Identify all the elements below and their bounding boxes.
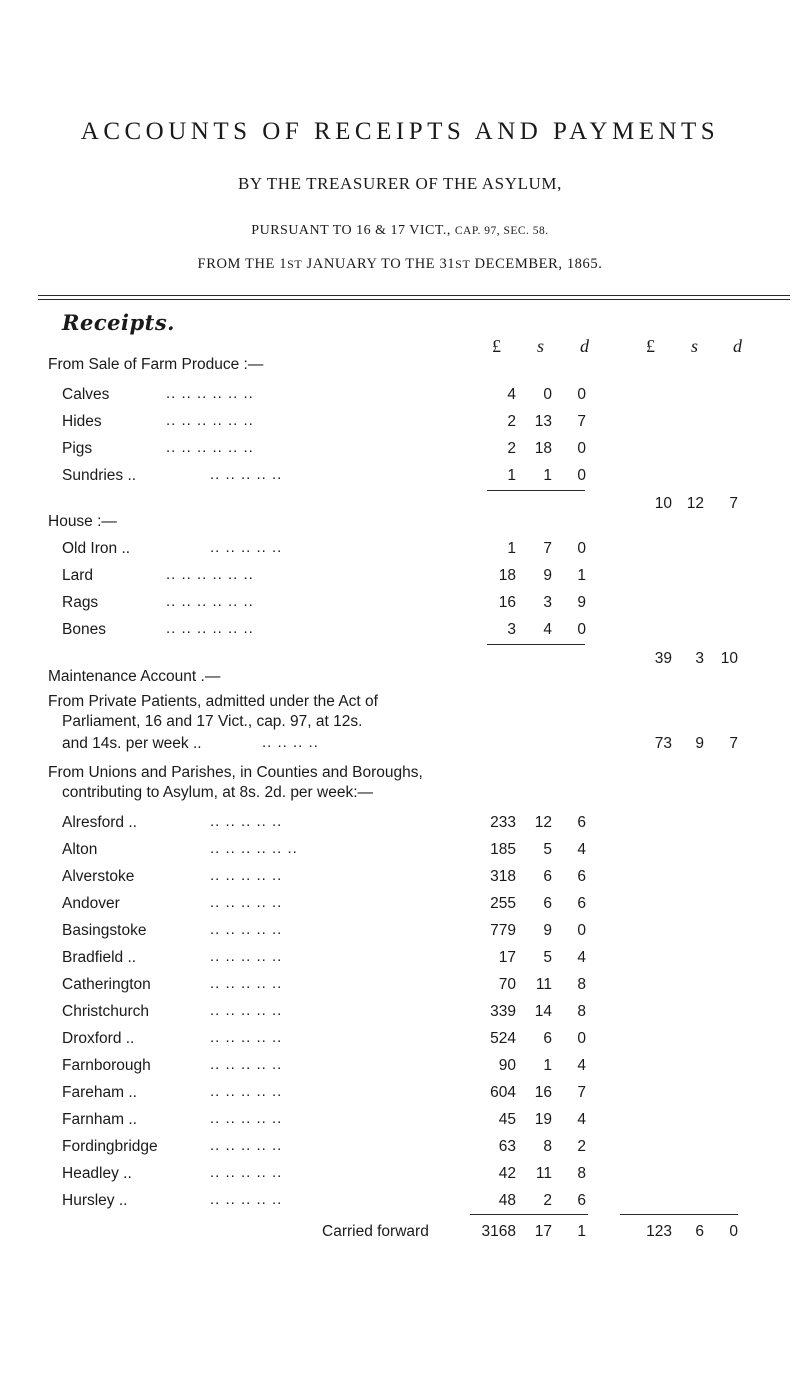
leader-dots: .. .. .. .. .. bbox=[210, 921, 283, 938]
amount-pounds: 524 bbox=[490, 1030, 516, 1047]
amount-pence: 6 bbox=[577, 1192, 586, 1209]
amount-pence: 8 bbox=[577, 1165, 586, 1182]
amount-pence: 0 bbox=[577, 922, 586, 939]
row-label: Fareham .. bbox=[62, 1084, 137, 1101]
private-patients-pence: 7 bbox=[729, 735, 738, 752]
amount-shillings: 6 bbox=[543, 1030, 552, 1047]
row-label: Sundries .. bbox=[62, 467, 137, 484]
farm-produce-heading: From Sale of Farm Produce :— bbox=[48, 356, 264, 373]
row-label: Pigs bbox=[62, 440, 93, 457]
carried-forward-rule-col2 bbox=[620, 1214, 738, 1215]
leader-dots: .. .. .. .. .. bbox=[210, 1056, 283, 1073]
row-label: Fordingbridge bbox=[62, 1138, 158, 1155]
row-label: Alresford .. bbox=[62, 814, 137, 831]
leader-dots: .. .. .. .. .. bbox=[210, 1110, 283, 1127]
amount-shillings: 1 bbox=[543, 1057, 552, 1074]
amount-pounds: 45 bbox=[498, 1111, 516, 1128]
header-rule-bottom bbox=[38, 299, 790, 300]
amount-shillings: 1 bbox=[543, 467, 552, 484]
carried-forward-col2-shillings: 6 bbox=[695, 1223, 704, 1240]
amount-pounds: 339 bbox=[490, 1003, 516, 1020]
col1-shilling-header: s bbox=[537, 336, 545, 356]
amount-pence: 2 bbox=[577, 1138, 586, 1155]
amount-shillings: 0 bbox=[543, 386, 552, 403]
col2-shilling-header: s bbox=[691, 336, 699, 356]
row-label: Droxford .. bbox=[62, 1030, 135, 1047]
document-subtitle: BY THE TREASURER OF THE ASYLUM, bbox=[237, 174, 562, 193]
amount-pence: 6 bbox=[577, 868, 586, 885]
amount-pounds: 70 bbox=[498, 976, 516, 993]
amount-pounds: 233 bbox=[490, 814, 516, 831]
statute-section: CAP. 97, SEC. 58. bbox=[454, 225, 549, 237]
leader-dots: .. .. .. .. .. bbox=[210, 813, 283, 830]
private-patients-line2: Parliament, 16 and 17 Vict., cap. 97, at 12s. bbox=[62, 713, 363, 730]
amount-pence: 4 bbox=[577, 949, 586, 966]
amount-shillings: 4 bbox=[543, 621, 552, 638]
amount-pence: 8 bbox=[577, 976, 586, 993]
statute-prefix: PURSUANT TO 16 & 17 VICT., bbox=[251, 223, 455, 238]
amount-pounds: 17 bbox=[498, 949, 516, 966]
private-patients-line1: From Private Patients, admitted under the Act of bbox=[48, 693, 378, 710]
row-label: Basingstoke bbox=[62, 922, 147, 939]
unions-line1: From Unions and Parishes, in Counties and Boroughs, bbox=[48, 764, 423, 781]
row-label: Catherington bbox=[62, 976, 151, 993]
amount-shillings: 16 bbox=[534, 1084, 552, 1101]
amount-shillings: 6 bbox=[543, 868, 552, 885]
leader-dots: .. .. .. .. .. bbox=[210, 539, 283, 556]
leader-dots: .. .. .. .. .. .. bbox=[166, 593, 254, 610]
amount-shillings: 3 bbox=[543, 594, 552, 611]
amount-shillings: 5 bbox=[543, 841, 552, 858]
house-total-pence: 10 bbox=[720, 650, 738, 667]
amount-pence: 7 bbox=[577, 413, 586, 430]
leader-dots: .. .. .. .. .. bbox=[210, 1137, 283, 1154]
leader-dots: .. .. .. .. .. bbox=[210, 975, 283, 992]
row-label: Christchurch bbox=[62, 1003, 149, 1020]
row-label: Headley .. bbox=[62, 1165, 132, 1182]
amount-pounds: 604 bbox=[490, 1084, 516, 1101]
amount-shillings: 8 bbox=[543, 1138, 552, 1155]
amount-pence: 0 bbox=[577, 440, 586, 457]
amount-pence: 4 bbox=[577, 841, 586, 858]
amount-pounds: 90 bbox=[498, 1057, 516, 1074]
amount-pounds: 16 bbox=[498, 594, 516, 611]
period-st1: ST bbox=[287, 257, 303, 271]
amount-pence: 4 bbox=[577, 1057, 586, 1074]
leader-dots: .. .. .. .. .. .. bbox=[166, 439, 254, 456]
row-label: Alton bbox=[62, 841, 98, 858]
amount-pence: 0 bbox=[577, 621, 586, 638]
amount-shillings: 9 bbox=[543, 922, 552, 939]
amount-pence: 8 bbox=[577, 1003, 586, 1020]
amount-pence: 0 bbox=[577, 1030, 586, 1047]
amount-pounds: 3 bbox=[507, 621, 516, 638]
amount-shillings: 5 bbox=[543, 949, 552, 966]
amount-pence: 0 bbox=[577, 467, 586, 484]
amount-pounds: 185 bbox=[490, 841, 516, 858]
farm-total-pounds: 10 bbox=[654, 495, 672, 512]
header-rule-top bbox=[38, 295, 790, 296]
row-label: Alverstoke bbox=[62, 868, 135, 885]
col1-pound-header: £ bbox=[492, 336, 501, 356]
amount-pounds: 318 bbox=[490, 868, 516, 885]
amount-pence: 4 bbox=[577, 1111, 586, 1128]
row-label: Calves bbox=[62, 386, 110, 403]
private-patients-line3: and 14s. per week .. bbox=[62, 735, 202, 752]
amount-pence: 1 bbox=[577, 567, 586, 584]
amount-shillings: 14 bbox=[534, 1003, 552, 1020]
carried-forward-col2-pounds: 123 bbox=[646, 1223, 672, 1240]
leader-dots: .. .. .. .. .. .. bbox=[210, 840, 298, 857]
amount-pounds: 18 bbox=[498, 567, 516, 584]
period-part1: FROM THE 1 bbox=[197, 256, 288, 272]
row-label: Andover bbox=[62, 895, 120, 912]
amount-pounds: 2 bbox=[507, 413, 516, 430]
amount-shillings: 18 bbox=[534, 440, 552, 457]
document-title: ACCOUNTS OF RECEIPTS AND PAYMENTS bbox=[80, 118, 720, 145]
row-label: Hursley .. bbox=[62, 1192, 128, 1209]
leader-dots: .. .. .. .. .. bbox=[210, 894, 283, 911]
amount-shillings: 11 bbox=[535, 1165, 552, 1182]
leader-dots: .. .. .. .. .. bbox=[210, 948, 283, 965]
amount-pence: 7 bbox=[577, 1084, 586, 1101]
house-total-shillings: 3 bbox=[695, 650, 704, 667]
amount-pounds: 63 bbox=[498, 1138, 516, 1155]
leader-dots: .. .. .. .. .. bbox=[210, 1083, 283, 1100]
amount-shillings: 6 bbox=[543, 895, 552, 912]
maintenance-heading: Maintenance Account .— bbox=[48, 668, 221, 685]
amount-pounds: 2 bbox=[507, 440, 516, 457]
amount-shillings: 7 bbox=[543, 540, 552, 557]
row-label: Bones bbox=[62, 621, 106, 638]
amount-shillings: 13 bbox=[534, 413, 552, 430]
statute-reference bbox=[0, 223, 800, 239]
leader-dots: .. .. .. .. .. .. bbox=[166, 620, 254, 637]
row-label: Rags bbox=[62, 594, 99, 611]
amount-pounds: 42 bbox=[498, 1165, 516, 1182]
amount-pounds: 48 bbox=[498, 1192, 516, 1209]
carried-forward-col2-pence: 0 bbox=[729, 1223, 738, 1240]
period-part2: JANUARY TO THE 31 bbox=[302, 256, 456, 272]
amount-shillings: 2 bbox=[543, 1192, 552, 1209]
amount-pounds: 1 bbox=[507, 540, 516, 557]
amount-shillings: 11 bbox=[535, 976, 552, 993]
leader-dots: .. .. .. .. .. .. bbox=[166, 412, 254, 429]
row-label: Farnham .. bbox=[62, 1111, 137, 1128]
carried-forward-col1-pence: 1 bbox=[577, 1223, 586, 1240]
col2-pence-header: d bbox=[733, 336, 742, 356]
leader-dots: .. .. .. .. .. bbox=[210, 1002, 283, 1019]
leader-dots: .. .. .. .. .. bbox=[210, 1029, 283, 1046]
leader-dots: .. .. .. .. .. .. bbox=[166, 566, 254, 583]
leader-dots: .. .. .. .. .. bbox=[210, 1191, 283, 1208]
amount-shillings: 19 bbox=[534, 1111, 552, 1128]
subtotal-rule bbox=[487, 644, 585, 645]
receipts-heading: Receipts. bbox=[62, 310, 175, 335]
row-label: Bradfield .. bbox=[62, 949, 137, 966]
leader-dots: .. .. .. .. bbox=[262, 734, 319, 751]
row-label: Lard bbox=[62, 567, 94, 584]
row-label: Farnborough bbox=[62, 1057, 151, 1074]
leader-dots: .. .. .. .. .. .. bbox=[166, 385, 254, 402]
leader-dots: .. .. .. .. .. bbox=[210, 466, 283, 483]
col1-pence-header: d bbox=[580, 336, 589, 356]
farm-total-shillings: 12 bbox=[686, 495, 704, 512]
amount-shillings: 12 bbox=[534, 814, 552, 831]
amount-pence: 6 bbox=[577, 895, 586, 912]
amount-pounds: 255 bbox=[490, 895, 516, 912]
amount-pounds: 1 bbox=[507, 467, 516, 484]
period-st2: ST bbox=[455, 257, 471, 271]
amount-pence: 6 bbox=[577, 814, 586, 831]
house-total-pounds: 39 bbox=[654, 650, 672, 667]
leader-dots: .. .. .. .. .. bbox=[210, 1164, 283, 1181]
private-patients-shillings: 9 bbox=[695, 735, 704, 752]
amount-pence: 0 bbox=[577, 386, 586, 403]
farm-total-pence: 7 bbox=[729, 495, 738, 512]
period-line bbox=[0, 256, 800, 273]
amount-pounds: 779 bbox=[490, 922, 516, 939]
row-label: Old Iron .. bbox=[62, 540, 131, 557]
amount-shillings: 9 bbox=[543, 567, 552, 584]
col2-pound-header: £ bbox=[646, 336, 655, 356]
carried-forward-label: Carried forward bbox=[322, 1223, 429, 1240]
period-part3: DECEMBER, 1865. bbox=[470, 256, 603, 272]
subtotal-rule bbox=[487, 490, 585, 491]
amount-pounds: 4 bbox=[507, 386, 516, 403]
house-heading: House :— bbox=[48, 513, 117, 530]
private-patients-pounds: 73 bbox=[654, 735, 672, 752]
amount-pence: 0 bbox=[577, 540, 586, 557]
leader-dots: .. .. .. .. .. bbox=[210, 867, 283, 884]
carried-forward-col1-pounds: 3168 bbox=[481, 1223, 516, 1240]
unions-line2: contributing to Asylum, at 8s. 2d. per week:— bbox=[62, 784, 374, 801]
amount-pence: 9 bbox=[577, 594, 586, 611]
row-label: Hides bbox=[62, 413, 102, 430]
carried-forward-rule-col1 bbox=[470, 1214, 588, 1215]
carried-forward-col1-shillings: 17 bbox=[534, 1223, 552, 1240]
